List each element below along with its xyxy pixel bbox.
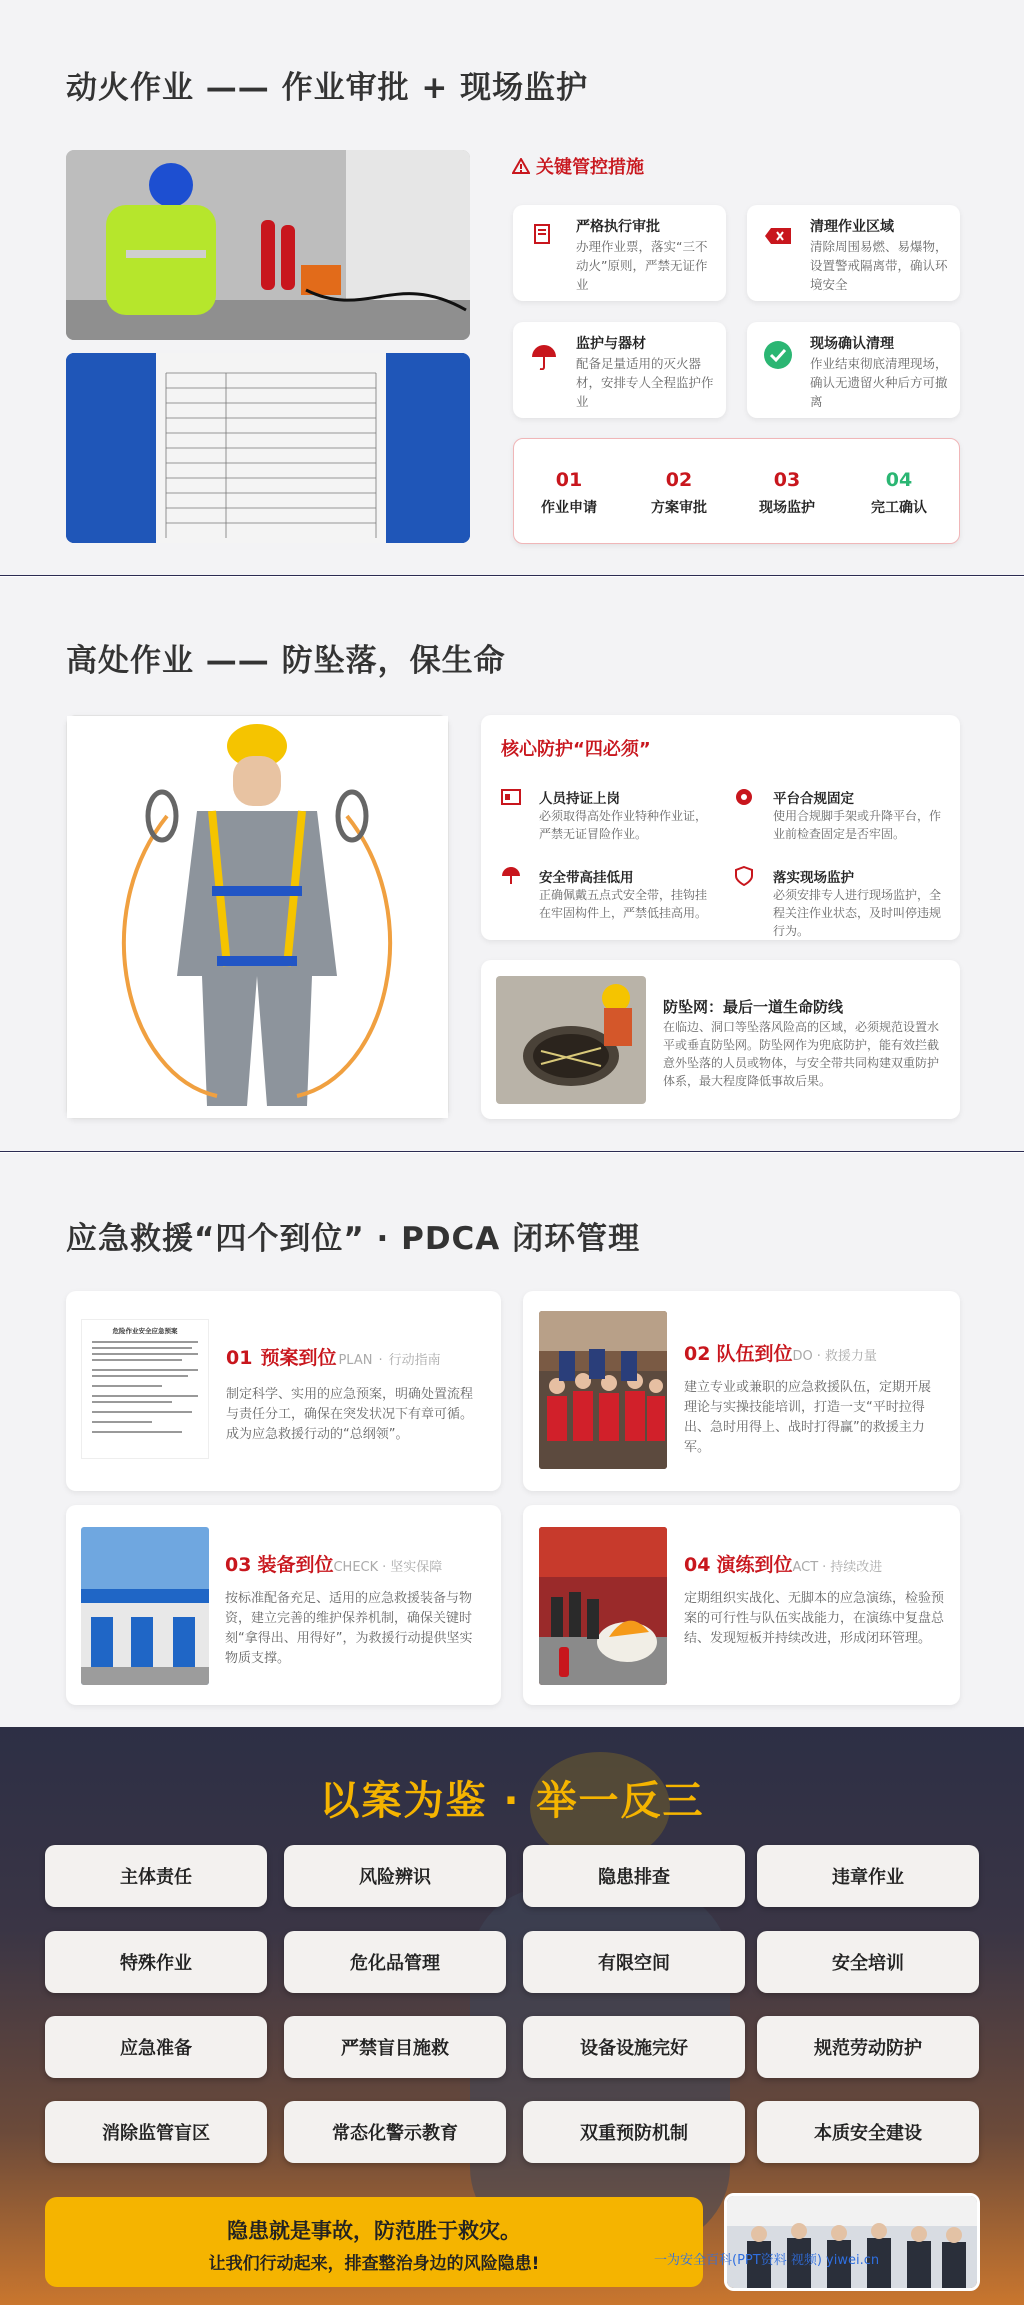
meeting-photo <box>724 2193 980 2291</box>
must-desc: 使用合规脚手架或升降平台，作业前检查固定是否牢固。 <box>773 809 942 841</box>
slide-height-work <box>0 577 1024 1152</box>
card-desc: 建立专业或兼职的应急救援队伍，定期开展理论与实操技能培训，打造一支“平时拉得出、急时用得上、战时打得赢”的救援主力军。 <box>684 1380 932 1455</box>
slogan-line-2: 让我们行动起来，排查整治身边的风险隐患! <box>208 2254 540 2274</box>
measure-card <box>513 322 726 418</box>
topic-pill: 设备设施完好 <box>523 2016 745 2078</box>
process-steps <box>513 438 960 544</box>
must-title: 平台合规固定 <box>773 791 854 807</box>
measure-desc: 配备足量适用的灭火器材，安排专人全程监护作业 <box>576 356 714 409</box>
slide-hot-work <box>0 0 1024 576</box>
measure-desc: 办理作业票，落实“三不动火”原则，严禁无证作业 <box>576 239 708 292</box>
safety-net-card <box>481 960 960 1119</box>
pdca-tag: CHECK <box>333 1560 379 1575</box>
card-subtitle: 持续改进 <box>830 1560 883 1575</box>
topic-pill: 隐患排查 <box>523 1845 745 1907</box>
rescue-card-drill <box>523 1505 960 1705</box>
slide-learn-from-cases <box>0 1727 1024 2305</box>
equipment-warehouse-photo <box>81 1527 209 1685</box>
card-desc: 定期组织实战化、无脚本的应急演练，检验预案的可行性与队伍实战能力，在演练中复盘总结、发现短板并持续改进，形成闭环管理。 <box>684 1591 945 1646</box>
step <box>844 469 954 517</box>
card-title: 预案到位 <box>260 1347 337 1369</box>
topic-pill: 违章作业 <box>757 1845 979 1907</box>
card-desc: 按标准配备充足、适用的应急救援装备与物资，建立完善的维护保养机制，确保关键时刻“拿得出、用得好”，为救援行动提供坚实物质支撑。 <box>225 1591 473 1666</box>
topic-pill: 严禁盲目施救 <box>284 2016 506 2078</box>
harness-worker-photo <box>66 715 449 1119</box>
section-title: 动火作业 —— 作业审批 + 现场监护 <box>66 70 589 106</box>
safety-net-photo <box>496 976 646 1104</box>
key-controls-header <box>512 153 644 179</box>
shield-icon <box>734 866 754 886</box>
card-heading: 03 装备到位 CHECK · 坚实保障 <box>225 1550 442 1577</box>
plan-document-thumbnail <box>81 1319 209 1459</box>
slogan-line-1: 隐患就是事故，防范胜于救灾。 <box>227 2219 521 2243</box>
card-title: 演练到位 <box>716 1554 793 1576</box>
topic-pill: 规范劳动防护 <box>757 2016 979 2078</box>
step-label: 方案审批 <box>651 500 707 516</box>
topic-pill: 双重预防机制 <box>523 2101 745 2163</box>
section-title: 以案为鉴 · 举一反三 <box>319 1778 705 1824</box>
card-heading: 04 演练到位 ACT · 持续改进 <box>684 1550 882 1577</box>
clear-area-icon <box>765 227 791 245</box>
must-title: 落实现场监护 <box>773 870 854 886</box>
must-desc: 必须安排专人进行现场监护，全程关注作业状态，及时叫停违规行为。 <box>773 888 942 938</box>
must-title: 人员持证上岗 <box>539 791 620 807</box>
topic-pill: 消除监管盲区 <box>45 2101 267 2163</box>
pdca-tag: ACT <box>792 1560 819 1575</box>
step <box>732 469 842 517</box>
step-number: 01 <box>555 469 583 491</box>
rescue-card-team <box>523 1291 960 1491</box>
umbrella-icon <box>531 344 557 370</box>
card-subtitle: 救援力量 <box>824 1349 877 1364</box>
card-number: 02 <box>684 1343 711 1365</box>
measure-card <box>513 205 726 301</box>
rescue-card-equipment <box>66 1505 501 1705</box>
measure-title: 清理作业区域 <box>810 219 894 235</box>
topic-pill: 特殊作业 <box>45 1931 267 1993</box>
check-circle-icon <box>763 340 793 370</box>
topic-pill: 应急准备 <box>45 2016 267 2078</box>
card-number: 03 <box>225 1554 252 1576</box>
measure-title: 监护与器材 <box>576 336 646 352</box>
drill-photo <box>539 1527 667 1685</box>
plan-document-title: 危险作业安全应急预案 <box>112 1327 178 1335</box>
step-label: 现场监护 <box>759 500 815 516</box>
step <box>624 469 734 517</box>
gear-icon <box>734 787 754 807</box>
rescue-team-photo <box>539 1311 667 1469</box>
core-protection-title: 核心防护“四必须” <box>501 739 651 760</box>
slide-emergency-rescue <box>0 1153 1024 1727</box>
document-icon <box>531 223 553 245</box>
step-number: 02 <box>665 469 693 491</box>
step-label: 完工确认 <box>871 500 927 516</box>
four-musts-card <box>481 715 960 940</box>
topic-pill: 主体责任 <box>45 1845 267 1907</box>
section-title: 高处作业 —— 防坠落，保生命 <box>66 643 506 679</box>
topic-pill: 安全培训 <box>757 1931 979 1993</box>
permit-document-photo <box>66 353 470 543</box>
card-heading: 02 队伍到位 DO · 救援力量 <box>684 1339 877 1366</box>
measure-card <box>747 322 960 418</box>
topic-pill: 危化品管理 <box>284 1931 506 1993</box>
measure-title: 严格执行审批 <box>576 219 660 235</box>
topic-pill: 本质安全建设 <box>757 2101 979 2163</box>
safety-net-title: 防坠网：最后一道生命防线 <box>663 998 844 1016</box>
card-desc: 制定科学、实用的应急预案，明确处置流程与责任分工，确保在突发状况下有章可循。成为应急救援行动的“总纲领”。 <box>226 1387 474 1442</box>
must-desc: 必须取得高处作业特种作业证，严禁无证冒险作业。 <box>539 809 708 841</box>
key-controls-title: 关键管控措施 <box>536 157 644 178</box>
umbrella-icon <box>501 866 521 886</box>
measure-desc: 清除周围易燃、易爆物，设置警戒隔离带，确认环境安全 <box>810 239 948 292</box>
section-title: 应急救援“四个到位” · PDCA 闭环管理 <box>66 1221 641 1257</box>
step <box>514 469 624 517</box>
must-desc: 正确佩戴五点式安全带，挂钩挂在牢固构件上，严禁低挂高用。 <box>539 888 708 920</box>
step-number: 04 <box>885 469 913 491</box>
step-label: 作业申请 <box>541 500 597 516</box>
watermark: 一为安全百科(PPT资料 视频) yiwei.cn <box>654 2253 880 2268</box>
hot-work-photo <box>66 150 470 340</box>
step-number: 03 <box>773 469 801 491</box>
card-heading: 01 预案到位 PLAN · 行动指南 <box>226 1343 441 1370</box>
card-subtitle: 坚实保障 <box>390 1560 443 1575</box>
rescue-card-plan <box>66 1291 501 1491</box>
must-title: 安全带高挂低用 <box>539 870 634 886</box>
topic-pill: 常态化警示教育 <box>284 2101 506 2163</box>
safety-net-desc: 在临边、洞口等坠落风险高的区域，必须规范设置水平或垂直防坠网。防坠网作为兜底防护，能有效拦截意外坠落的人员或物体，与安全带共同构建双重防护体系，最大程度降低事故后果。 <box>663 1020 940 1088</box>
card-title: 装备到位 <box>257 1554 334 1576</box>
card-subtitle: 行动指南 <box>388 1353 441 1368</box>
measure-card <box>747 205 960 301</box>
warning-icon <box>512 158 530 174</box>
topic-pill: 有限空间 <box>523 1931 745 1993</box>
id-card-icon <box>501 787 521 807</box>
card-number: 01 <box>226 1347 253 1369</box>
pdca-tag: DO <box>792 1349 813 1364</box>
card-number: 04 <box>684 1554 711 1576</box>
slogan-banner <box>45 2197 703 2287</box>
pdca-tag: PLAN <box>338 1353 373 1368</box>
topic-pill: 风险辨识 <box>284 1845 506 1907</box>
measure-desc: 作业结束彻底清理现场，确认无遗留火种后方可撤离 <box>810 356 948 409</box>
measure-title: 现场确认清理 <box>810 336 894 352</box>
card-title: 队伍到位 <box>716 1343 793 1365</box>
